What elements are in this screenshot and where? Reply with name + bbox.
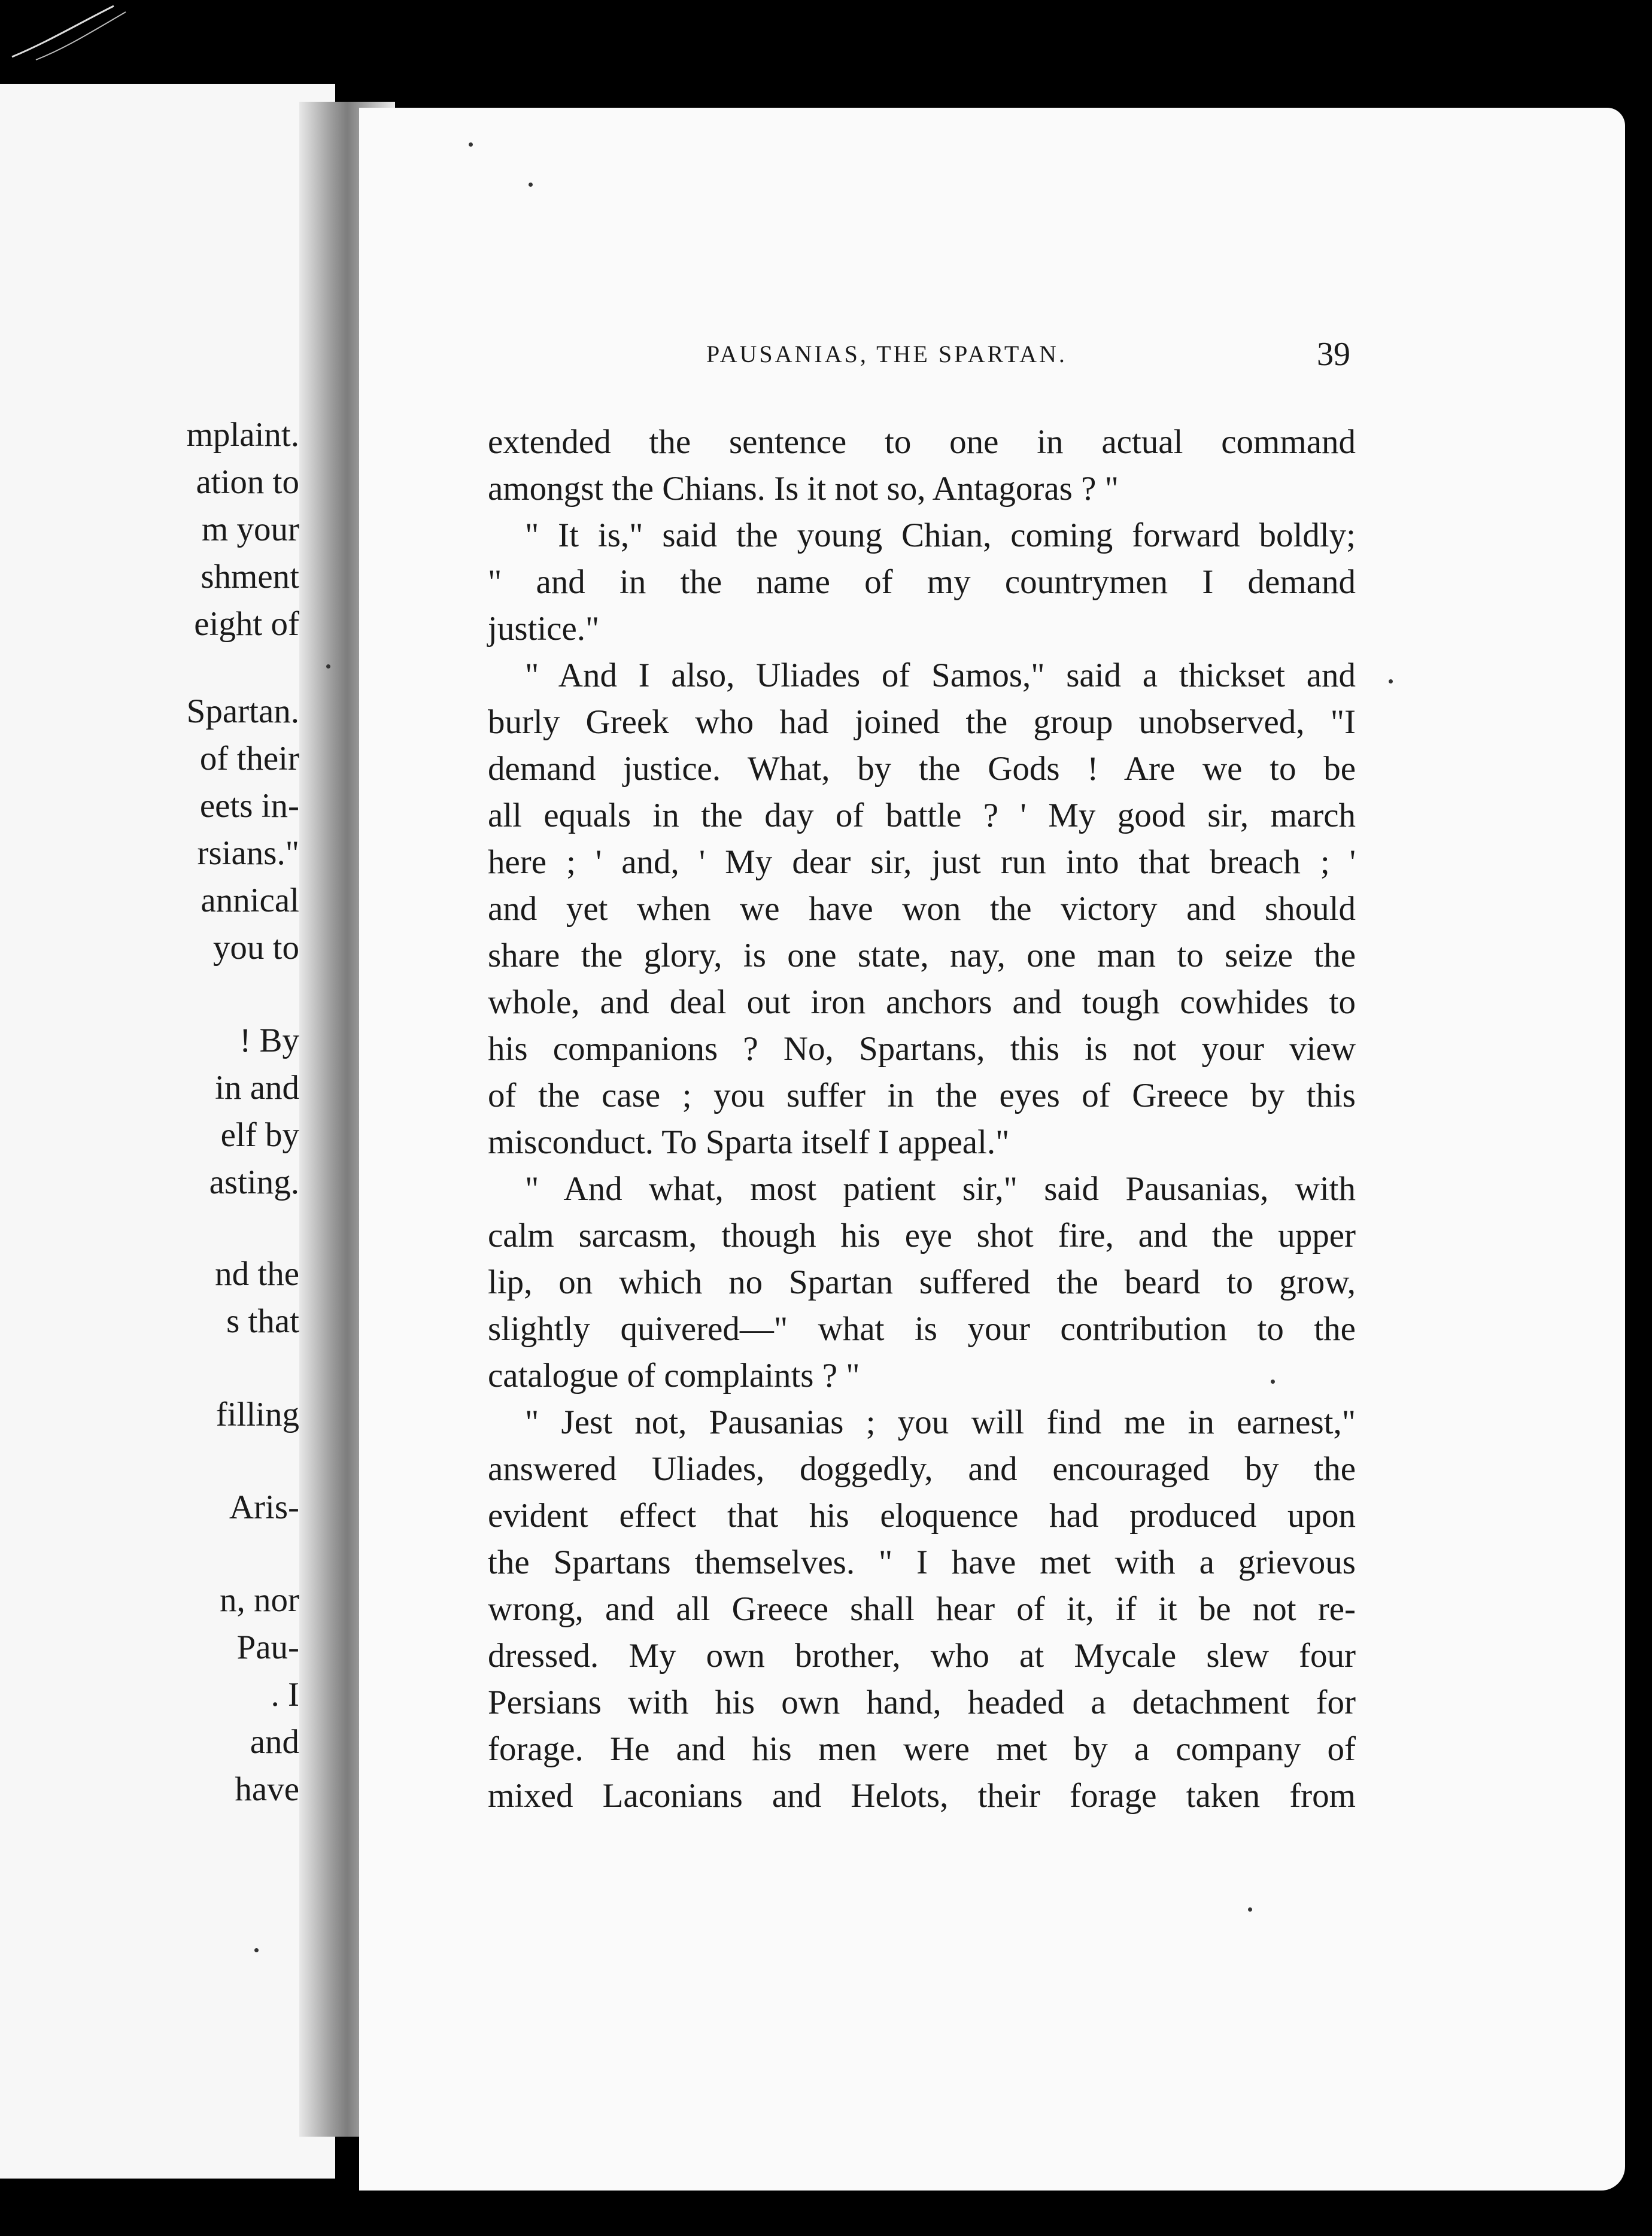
text-line: justice.": [488, 610, 600, 648]
left-page-fragment: annical: [201, 882, 299, 919]
left-page-fragment: of their: [199, 740, 299, 777]
previous-page-edge: [0, 84, 335, 2179]
left-page-fragment: ation to: [196, 463, 299, 501]
left-page-fragment: ! By: [239, 1022, 299, 1059]
text-line: extended the sentence to one in actual command: [488, 423, 1356, 461]
left-page-fragment: you to: [212, 929, 299, 967]
left-page-fragment: asting.: [209, 1163, 299, 1201]
text-line: share the glory, is one state, nay, one man to seize the: [488, 937, 1356, 974]
left-page-fragment: s that: [226, 1302, 299, 1340]
scan-speck: [469, 142, 473, 147]
text-line: " Jest not, Pausanias ; you will find me in earnest,": [525, 1403, 1356, 1441]
text-line: " And what, most patient sir," said Pausanias, with: [525, 1170, 1356, 1208]
scan-speck: [254, 1948, 259, 1952]
left-page-fragment: have: [235, 1770, 299, 1808]
text-line: burly Greek who had joined the group unobserved, "I: [488, 703, 1356, 741]
left-page-fragment: eight of: [194, 605, 299, 643]
text-line: mixed Laconians and Helots, their forage taken from: [488, 1777, 1356, 1815]
text-line: evident effect that his eloquence had produced upon: [488, 1497, 1356, 1535]
left-page-fragment: shment: [201, 558, 299, 596]
text-line: " and in the name of my countrymen I demand: [488, 563, 1356, 601]
text-line: " It is," said the young Chian, coming forward boldly;: [525, 517, 1356, 554]
scan-speck: [529, 183, 533, 187]
left-page-fragment: n, nor: [220, 1581, 299, 1619]
left-page-fragment: elf by: [220, 1116, 299, 1154]
paper-fiber-mark: [0, 0, 180, 66]
left-page-fragment: Aris-: [229, 1488, 299, 1526]
left-page-fragment: filling: [215, 1396, 299, 1433]
scan-speck: [326, 664, 330, 669]
left-page-fragment: Pau-: [236, 1629, 299, 1666]
text-line: calm sarcasm, though his eye shot fire, and the upper: [488, 1217, 1356, 1254]
left-page-fragment: m your: [201, 511, 299, 548]
page-number: 39: [1317, 336, 1350, 373]
text-line: " And I also, Uliades of Samos," said a thickset and: [525, 657, 1356, 694]
left-page-fragment: Spartan.: [186, 692, 299, 730]
running-head: PAUSANIAS, THE SPARTAN.: [706, 341, 1067, 367]
text-line: here ; ' and, ' My dear sir, just run into that breach ; ': [488, 843, 1356, 881]
text-line: dressed. My own brother, who at Mycale slew four: [488, 1637, 1356, 1675]
text-line: the Spartans themselves. " I have met with a grievous: [488, 1544, 1356, 1581]
left-page-fragment: . I: [271, 1676, 299, 1714]
left-page-fragment: nd the: [215, 1255, 299, 1293]
text-line: of the case ; you suffer in the eyes of Greece by this: [488, 1077, 1356, 1114]
text-line: Persians with his own hand, headed a detachment for: [488, 1684, 1356, 1721]
scan-speck: [1271, 1380, 1275, 1384]
scan-speck: [1248, 1907, 1252, 1912]
left-page-fragment: rsians.": [197, 834, 299, 872]
text-line: amongst the Chians. Is it not so, Antagoras ? ": [488, 470, 1119, 508]
text-line: misconduct. To Sparta itself I appeal.": [488, 1123, 1010, 1161]
text-line: his companions ? No, Spartans, this is not your view: [488, 1030, 1356, 1068]
text-line: slightly quivered—" what is your contribution to the: [488, 1310, 1356, 1348]
text-line: whole, and deal out iron anchors and tough cowhides to: [488, 983, 1356, 1021]
text-line: lip, on which no Spartan suffered the beard to grow,: [488, 1263, 1356, 1301]
left-page-fragment: in and: [215, 1069, 299, 1107]
text-line: and yet when we have won the victory and should: [488, 890, 1356, 928]
page-body-text: [488, 419, 1356, 1819]
text-line: catalogue of complaints ? ": [488, 1357, 860, 1395]
left-page-fragment: and: [250, 1723, 299, 1761]
text-line: demand justice. What, by the Gods ! Are we to be: [488, 750, 1356, 788]
scan-speck: [1389, 679, 1393, 683]
left-page-fragment: eets in-: [199, 787, 299, 825]
text-line: answered Uliades, doggedly, and encouraged by the: [488, 1450, 1356, 1488]
text-line: forage. He and his men were met by a company of: [488, 1730, 1356, 1768]
text-line: all equals in the day of battle ? ' My good sir, march: [488, 797, 1356, 834]
left-page-fragment: mplaint.: [186, 416, 299, 454]
text-line: wrong, and all Greece shall hear of it, if it be not re-: [488, 1590, 1356, 1628]
